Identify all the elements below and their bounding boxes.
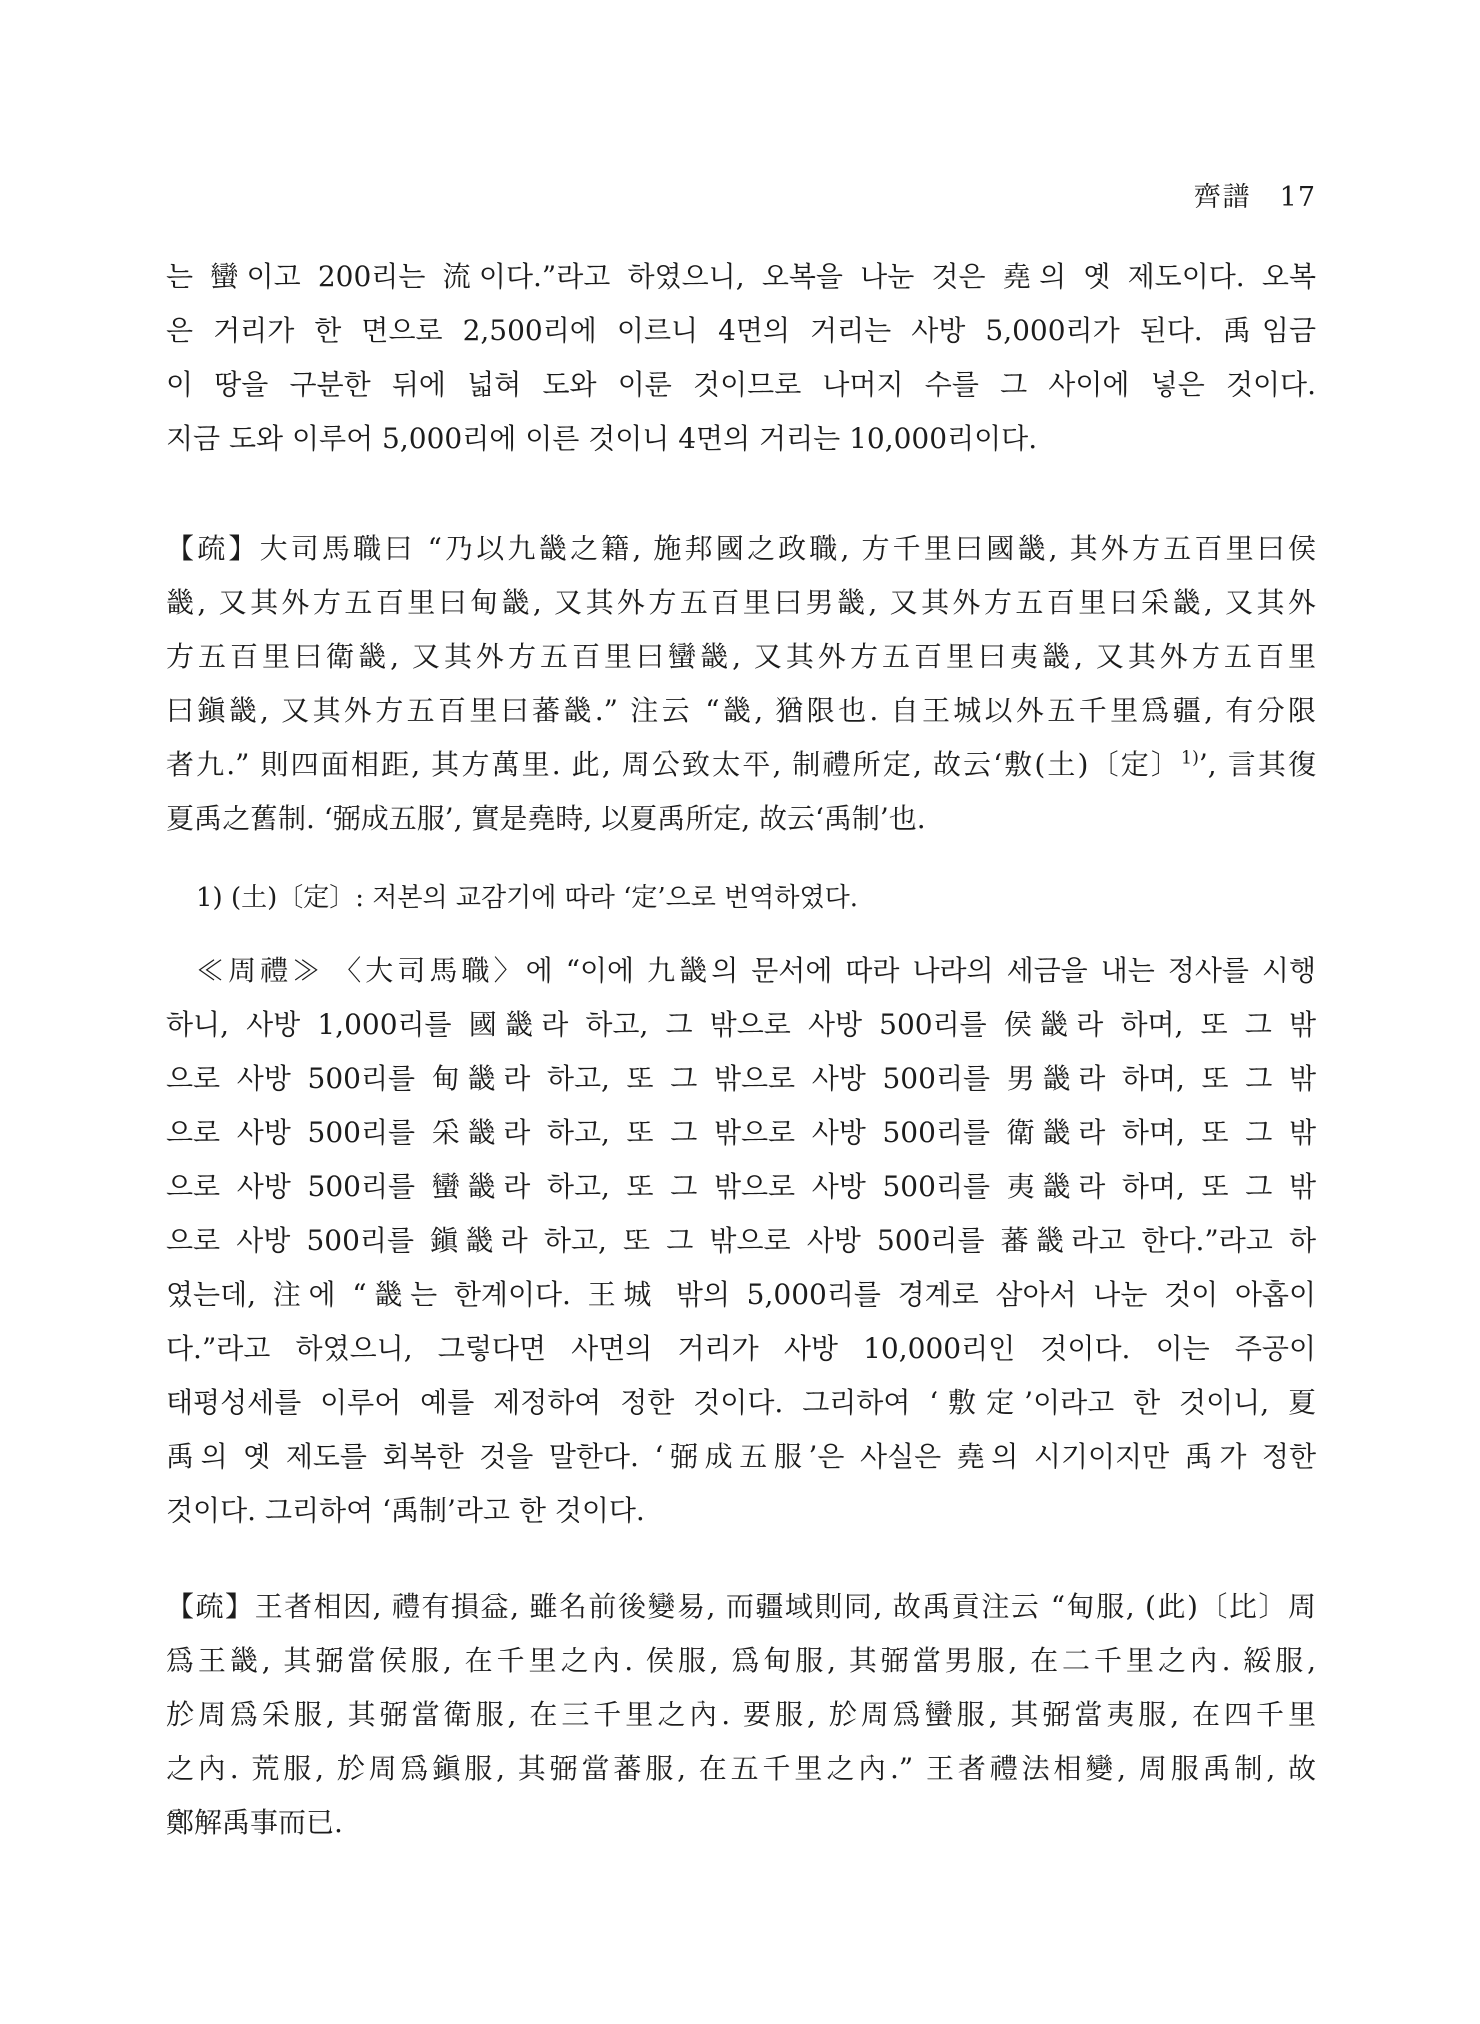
body-text — [166, 250, 1316, 1850]
text-line: 태평성세를 이루어 예를 제정하여 정한 것이다. 그리하여 ‘敷定’이라고 한 것이니, 夏 — [166, 1386, 1316, 1419]
text-line: 으로 사방 500리를 采畿라 하고, 또 그 밖으로 사방 500리를 衛畿라 하며, 또 그 밖 — [166, 1116, 1316, 1149]
running-head — [166, 182, 1316, 214]
footnote-text: 1) (土)〔定〕: 저본의 교감기에 따라 ‘定’으로 번역하였다. — [196, 883, 858, 913]
text-line: 으로 사방 500리를 蠻畿라 하고, 또 그 밖으로 사방 500리를 夷畿라 하며, 또 그 밖 — [166, 1170, 1316, 1203]
text-line: 하니, 사방 1,000리를 國畿라 하고, 그 밖으로 사방 500리를 侯畿라 하며, 또 그 밖 — [166, 1008, 1316, 1041]
text-line: 之內. 荒服, 於周爲鎭服, 其弼當蕃服, 在五千里之內.” 王者禮法相變, 周服禹制, 故 — [166, 1752, 1316, 1785]
text-line: 은 거리가 한 면으로 2,500리에 이르니 4면의 거리는 사방 5,000리가 된다. 禹임금 — [166, 314, 1316, 347]
section-title: 齊譜 — [1193, 182, 1252, 213]
text-line: ≪周禮≫ 〈大司馬職〉에 “이에 九畿의 문서에 따라 나라의 세금을 내는 정사를 시행 — [196, 954, 1316, 987]
text-line: 【疏】王者相因, 禮有損益, 雖名前後變易, 而疆域則同, 故禹貢注云 “甸服, (此)〔比〕周 — [166, 1590, 1316, 1623]
paragraph-so-commentary-2 — [166, 1580, 1316, 1850]
paragraph-so-commentary-1 — [166, 522, 1316, 846]
text-line: 於周爲采服, 其弼當衛服, 在三千里之內. 要服, 於周爲蠻服, 其弼當夷服, 在四千里 — [166, 1698, 1316, 1731]
text-line: 다.”라고 하였으니, 그렇다면 사면의 거리가 사방 10,000리인 것이다. 이는 주공이 — [166, 1332, 1316, 1365]
text-segment: 者九.” 則四面相距, 其方萬里. 此, 周公致太平, 制禮所定, 故云‘敷(土)〔定〕 — [166, 748, 1182, 781]
text-line: 으로 사방 500리를 鎭畿라 하고, 또 그 밖으로 사방 500리를 蕃畿라고 한다.”라고 하 — [166, 1224, 1316, 1257]
footnote-reference: 1) — [1181, 748, 1199, 769]
paragraph-translation-2 — [166, 944, 1316, 1538]
text-line: 夏禹之舊制. ‘弼成五服’, 實是堯時, 以夏禹所定, 故云‘禹制’也. — [166, 802, 926, 835]
text-line: 畿, 又其外方五百里曰甸畿, 又其外方五百里曰男畿, 又其外方五百里曰采畿, 又其外 — [166, 586, 1316, 619]
text-line: 方五百里曰衛畿, 又其外方五百里曰蠻畿, 又其外方五百里曰夷畿, 又其外方五百里 — [166, 640, 1316, 673]
text-line: 鄭解禹事而已. — [166, 1806, 343, 1839]
text-line-with-footnote-ref — [166, 738, 1316, 792]
text-segment: ’, 言其復 — [1198, 748, 1316, 781]
text-line: 것이다. 그리하여 ‘禹制’라고 한 것이다. — [166, 1494, 645, 1527]
text-line: 으로 사방 500리를 甸畿라 하고, 또 그 밖으로 사방 500리를 男畿라 하며, 또 그 밖 — [166, 1062, 1316, 1095]
footnote-block — [166, 876, 1316, 920]
page-number: 17 — [1279, 182, 1316, 213]
text-line: 【疏】大司馬職曰 “乃以九畿之籍, 施邦國之政職, 方千里曰國畿, 其外方五百里曰侯 — [166, 532, 1316, 565]
text-line: 이 땅을 구분한 뒤에 넓혀 도와 이룬 것이므로 나머지 수를 그 사이에 넣은 것이다. — [166, 368, 1316, 401]
text-line: 였는데, 注에 “畿는 한계이다. 王城 밖의 5,000리를 경계로 삼아서 나눈 것이 아홉이 — [166, 1278, 1316, 1311]
text-line: 曰鎭畿, 又其外方五百里曰蕃畿.” 注云 “畿, 猶限也. 自王城以外五千里爲疆, 有分限 — [166, 694, 1316, 727]
text-line: 禹의 옛 제도를 회복한 것을 말한다. ‘弼成五服’은 사실은 堯의 시기이지만 禹가 정한 — [166, 1440, 1316, 1473]
text-line: 는 蠻이고 200리는 流이다.”라고 하였으니, 오복을 나눈 것은 堯의 옛 제도이다. 오복 — [166, 260, 1316, 293]
text-line: 爲王畿, 其弼當侯服, 在千里之內. 侯服, 爲甸服, 其弼當男服, 在二千里之內. 綏服, — [166, 1644, 1316, 1677]
text-line: 지금 도와 이루어 5,000리에 이른 것이니 4면의 거리는 10,000리이다. — [166, 422, 1038, 455]
paragraph-translation-1 — [166, 250, 1316, 466]
